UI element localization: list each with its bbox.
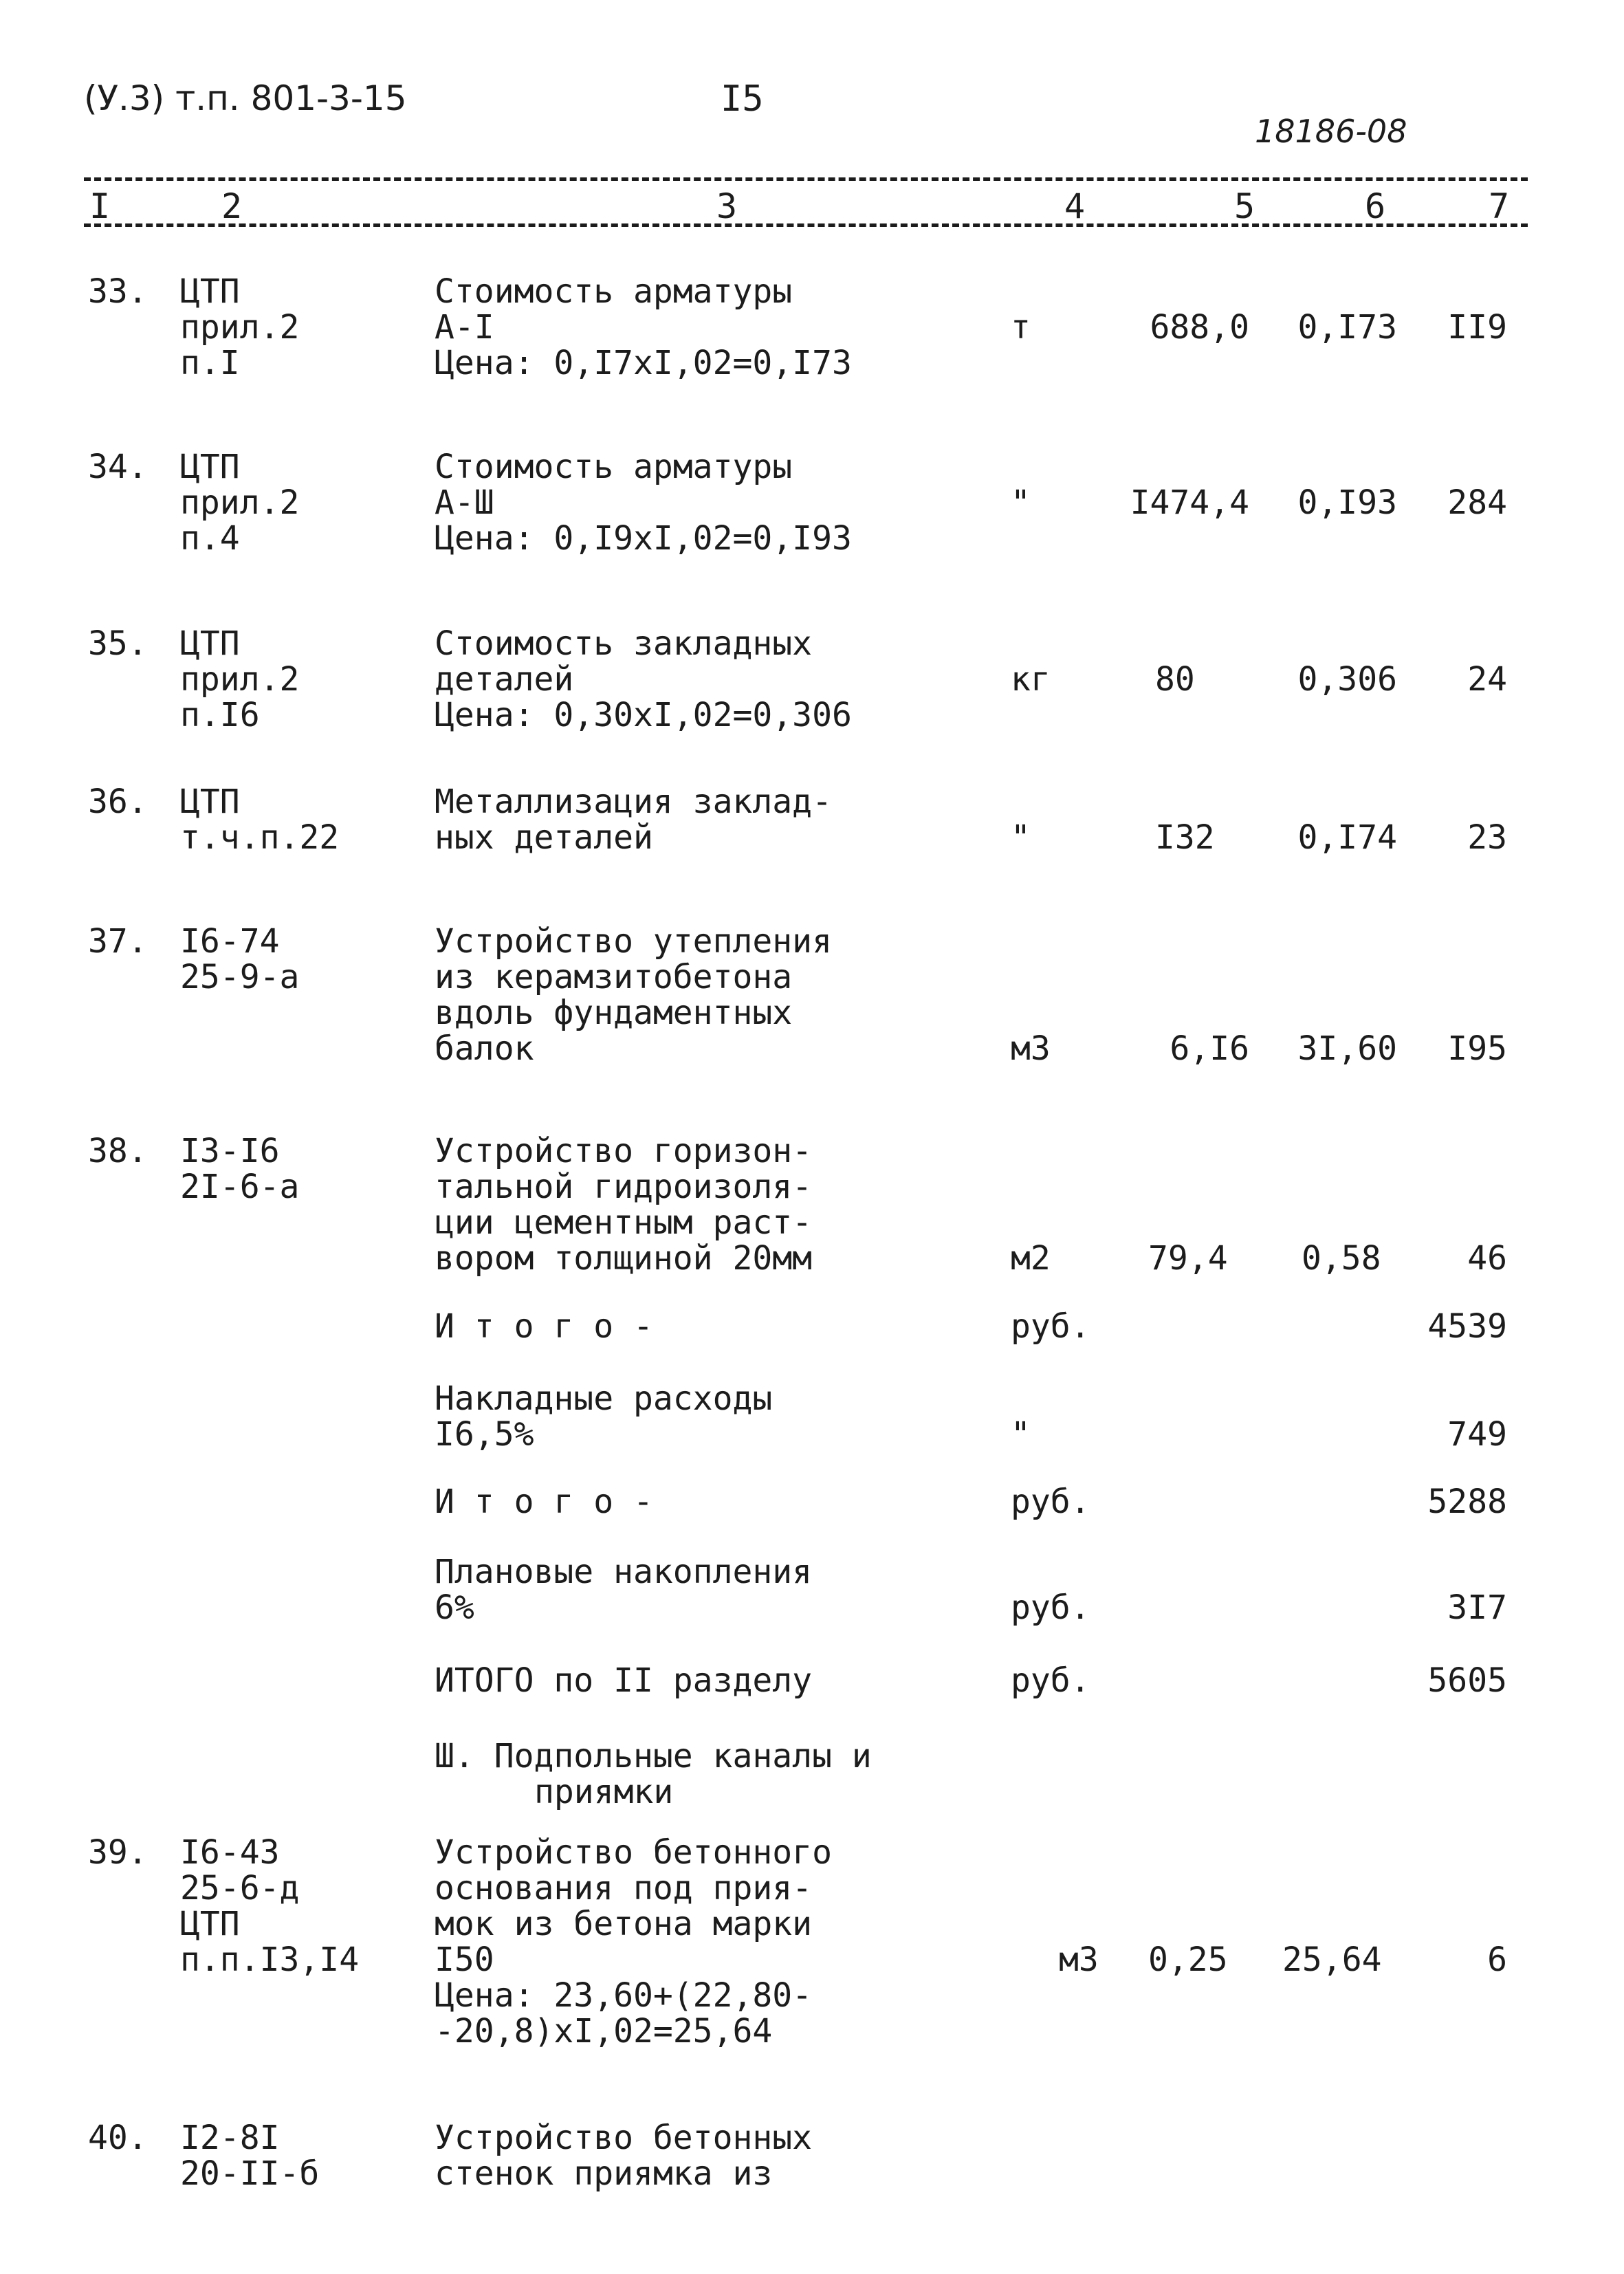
summary-label: ИТОГО по II разделу: [435, 1661, 813, 1700]
work-description: Устройство горизон- тальной гидроизоля- ции цементным раст- вором толщиной 20мм: [435, 1132, 813, 1278]
column-number-3: 3: [716, 186, 738, 226]
work-description: Стоимость закладных деталей Цена: 0,30хI,02=0,306: [435, 624, 852, 734]
norm-code: I6-43 25-6-д ЦТП п.п.I3,I4: [180, 1833, 360, 1979]
quantity: 6,I6: [1170, 1029, 1249, 1068]
column-number-6: 6: [1365, 186, 1386, 226]
summary-label: И т о г о -: [435, 1307, 653, 1346]
unit: руб.: [1011, 1483, 1090, 1521]
quantity: 79,4: [1148, 1239, 1228, 1278]
column-number-4: 4: [1064, 186, 1086, 226]
unit-price: 3I,60: [1297, 1029, 1397, 1068]
row-number: 39.: [88, 1833, 148, 1872]
unit: руб.: [1011, 1661, 1090, 1700]
unit: м2: [1011, 1239, 1051, 1278]
unit-price: 0,I93: [1297, 483, 1397, 522]
work-description: Металлизация заклад- ных деталей: [435, 783, 832, 857]
row-total: 6: [1487, 1940, 1507, 1979]
quantity: 80: [1155, 660, 1195, 699]
row-total: II9: [1447, 308, 1507, 347]
summary-label: Плановые накопления 6%: [435, 1553, 813, 1627]
row-total: 24: [1467, 660, 1507, 699]
work-description: Устройство бетонного основания под прия- мок из бетона марки I50 Цена: 23,60+(22,80- -20,8)хI,02=25,64: [435, 1833, 832, 2051]
unit: руб.: [1011, 1307, 1090, 1346]
norm-code: ЦТП т.ч.п.22: [180, 783, 340, 857]
row-total: 4539: [1427, 1307, 1507, 1346]
unit: ": [1011, 483, 1031, 522]
unit: кг: [1011, 660, 1051, 699]
column-number-2: 2: [221, 186, 243, 226]
header-rule-top: [84, 177, 1528, 181]
row-number: 33.: [88, 272, 148, 311]
unit: ": [1011, 818, 1031, 857]
row-number: 37.: [88, 922, 148, 961]
quantity: 0,25: [1148, 1940, 1228, 1979]
summary-label: Накладные расходы I6,5%: [435, 1379, 773, 1454]
row-total: 5605: [1427, 1661, 1507, 1700]
unit: м3: [1011, 1029, 1051, 1068]
row-total: 749: [1447, 1415, 1507, 1454]
row-total: 23: [1467, 818, 1507, 857]
row-total: 3I7: [1447, 1588, 1507, 1627]
quantity: I32: [1155, 818, 1215, 857]
norm-code: I6-74 25-9-а: [180, 922, 300, 996]
unit: ": [1011, 1415, 1031, 1454]
quantity: I474,4: [1130, 483, 1249, 522]
column-number-5: 5: [1234, 186, 1255, 226]
norm-code: I2-8I 20-II-б: [180, 2119, 320, 2193]
section-title: Ш. Подпольные каналы и приямки: [435, 1737, 872, 1811]
unit: руб.: [1011, 1588, 1090, 1627]
row-total: I95: [1447, 1029, 1507, 1068]
row-total: 284: [1447, 483, 1507, 522]
quantity: 688,0: [1150, 308, 1249, 347]
row-number: 35.: [88, 624, 148, 663]
row-number: 36.: [88, 783, 148, 821]
work-description: Стоимость арматуры А-I Цена: 0,I7хI,02=0,I73: [435, 272, 852, 382]
row-total: 5288: [1427, 1483, 1507, 1521]
unit-price: 0,58: [1302, 1239, 1381, 1278]
row-total: 46: [1467, 1239, 1507, 1278]
unit-price: 0,I73: [1297, 308, 1397, 347]
work-description: Стоимость арматуры А-Ш Цена: 0,I9хI,02=0,I93: [435, 448, 852, 558]
work-description: Устройство бетонных стенок приямка из: [435, 2119, 813, 2193]
header-rule-bottom: [84, 223, 1528, 227]
norm-code: ЦТП прил.2 п.I6: [180, 624, 300, 734]
unit: т: [1011, 308, 1031, 347]
column-number-7: 7: [1489, 186, 1510, 226]
unit-price: 0,I74: [1297, 818, 1397, 857]
row-number: 34.: [88, 448, 148, 486]
row-number: 38.: [88, 1132, 148, 1170]
unit: м3: [1059, 1940, 1099, 1979]
row-number: 40.: [88, 2119, 148, 2157]
norm-code: ЦТП прил.2 п.4: [180, 448, 300, 558]
summary-label: И т о г о -: [435, 1483, 653, 1521]
norm-code: I3-I6 2I-6-а: [180, 1132, 300, 1206]
unit-price: 25,64: [1282, 1940, 1382, 1979]
document-reference: (У.3) т.п. 801-3-15: [84, 78, 407, 118]
unit-price: 0,306: [1297, 660, 1397, 699]
column-number-1: I: [89, 186, 111, 226]
registration-number: 18186-08: [1255, 113, 1407, 150]
work-description: Устройство утепления из керамзитобетона вдоль фундаментных балок: [435, 922, 832, 1068]
norm-code: ЦТП прил.2 п.I: [180, 272, 300, 382]
page-number: I5: [721, 78, 764, 120]
